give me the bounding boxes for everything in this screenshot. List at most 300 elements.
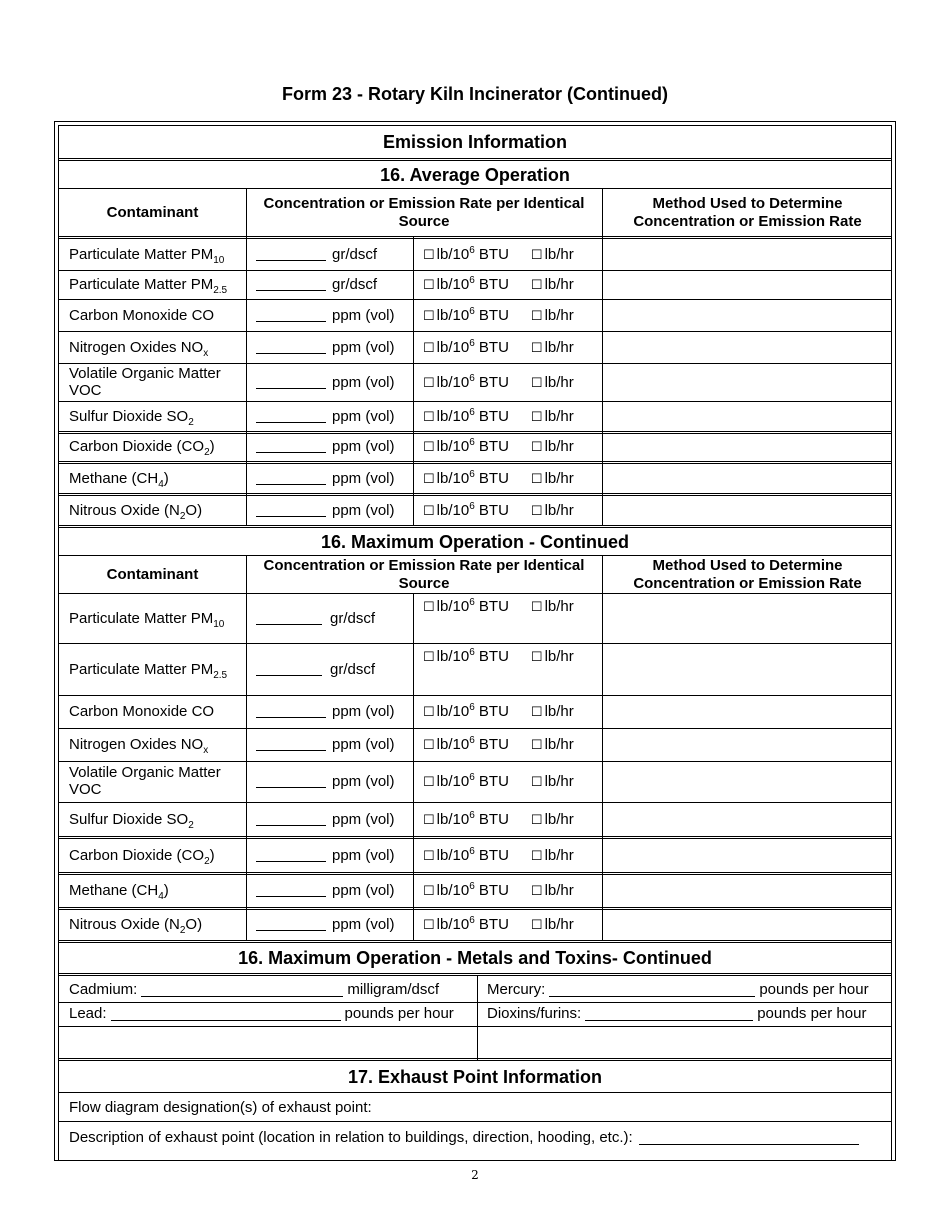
unit-exponent: 6 [469, 845, 475, 857]
avg-method-field[interactable] [606, 495, 889, 525]
checkbox-icon[interactable]: ☐ [423, 773, 435, 789]
table-rule [59, 1026, 891, 1027]
avg-concentration-field[interactable] [256, 271, 409, 298]
lead-field-unit: pounds per hour [344, 1005, 454, 1022]
concentration-unit: ppm (vol) [332, 469, 395, 487]
checkbox-icon[interactable]: ☐ [530, 649, 543, 664]
max-unit-options [423, 644, 598, 694]
checkbox-icon[interactable]: ☐ [423, 703, 435, 719]
unit-exponent: 6 [469, 880, 475, 892]
lb-per-hr-checkbox[interactable] [531, 916, 574, 933]
avg-method-field[interactable] [606, 432, 889, 460]
checkbox-icon[interactable]: ☐ [530, 438, 543, 454]
table-rule [59, 1002, 891, 1003]
unit-exponent: 6 [469, 500, 475, 512]
lb-per-hr-checkbox[interactable] [531, 648, 574, 665]
avg-concentration-field[interactable] [256, 464, 409, 492]
avg-concentration-field[interactable] [256, 432, 409, 460]
unit-text: BTU [474, 338, 509, 356]
contaminant-subscript: 2 [204, 446, 210, 458]
checkbox-icon[interactable]: ☐ [423, 408, 435, 424]
contaminant-subscript: 10 [213, 254, 225, 266]
contaminant-label [69, 810, 194, 831]
contaminant-text: Nitrous Oxide (N [69, 501, 180, 519]
max-concentration-field[interactable] [256, 728, 409, 760]
concentration-blank[interactable] [256, 278, 326, 291]
unit-text: lb/10 [436, 469, 470, 487]
max-method-field[interactable] [606, 803, 889, 835]
contaminant-text: Volatile Organic Matter VOC [69, 365, 221, 399]
page-number: 2 [471, 1168, 479, 1182]
unit-exponent: 6 [469, 701, 475, 713]
unit-exponent: 6 [469, 337, 475, 349]
dioxins-field-input[interactable] [585, 1006, 753, 1021]
contaminant-subscript: 4 [158, 890, 164, 902]
avg-concentration-header: Concentration or Emission Rate per Identical Source [263, 194, 585, 230]
concentration-blank[interactable] [256, 918, 326, 931]
contaminant-text: Carbon Dioxide (CO [69, 846, 205, 864]
contaminant-label [69, 764, 244, 798]
max-method-field[interactable] [606, 594, 889, 642]
lb-per-mmbtu-checkbox[interactable] [423, 438, 509, 455]
unit-exponent: 6 [469, 305, 475, 317]
lb-per-hr-checkbox[interactable] [531, 246, 574, 263]
checkbox-icon[interactable]: ☐ [423, 502, 435, 518]
unit-text: lb/10 [436, 306, 470, 324]
lead-field-label: Lead: [69, 1005, 107, 1022]
avg-method-field[interactable] [606, 239, 889, 269]
contaminant-text: Nitrous Oxide (N [69, 915, 180, 933]
unit-exponent: 6 [469, 809, 475, 821]
checkbox-icon[interactable]: ☐ [423, 916, 435, 932]
checkbox-icon[interactable]: ☐ [530, 736, 543, 752]
concentration-blank[interactable] [256, 410, 326, 423]
max-unit-options [423, 909, 598, 939]
contaminant-text: Methane (CH [69, 469, 159, 487]
checkbox-icon[interactable]: ☐ [423, 277, 435, 292]
concentration-unit: gr/dscf [332, 245, 378, 263]
contaminant-suffix: O) [185, 915, 203, 933]
contaminant-label [69, 846, 215, 867]
max-contaminant-name [69, 695, 244, 727]
max-concentration-field[interactable] [256, 695, 409, 727]
unit-exponent: 6 [469, 406, 475, 418]
unit-exponent: 6 [469, 597, 475, 608]
concentration-unit: ppm (vol) [332, 702, 395, 720]
lb-per-mmbtu-checkbox[interactable] [423, 916, 509, 933]
unit-text: lb/hr [544, 276, 574, 293]
unit-text: BTU [474, 407, 509, 425]
flow-diagram-field[interactable] [69, 1093, 881, 1121]
column-rule [413, 236, 414, 526]
lb-per-mmbtu-checkbox[interactable] [423, 408, 509, 425]
contaminant-text: Carbon Dioxide (CO [69, 437, 205, 455]
checkbox-icon[interactable]: ☐ [423, 811, 435, 827]
form-table [54, 121, 896, 1161]
avg-contaminant-name [69, 432, 244, 460]
max-method-header: Method Used to Determine Concentration or Emission Rate [633, 556, 862, 592]
contaminant-text: Methane (CH [69, 881, 159, 899]
unit-text: lb/10 [436, 810, 470, 828]
avg-concentration-field[interactable] [256, 402, 409, 430]
lb-per-hr-checkbox[interactable] [531, 438, 574, 455]
contaminant-subscript: 10 [213, 618, 225, 630]
avg-method-field[interactable] [606, 464, 889, 492]
lb-per-mmbtu-checkbox[interactable] [423, 648, 509, 665]
contaminant-label [69, 915, 203, 936]
unit-text: lb/hr [544, 501, 574, 519]
unit-text: BTU [474, 276, 509, 293]
avg-concentration-field[interactable] [256, 300, 409, 330]
concentration-blank[interactable] [256, 775, 326, 788]
contaminant-text: Particulate Matter PM [69, 609, 214, 627]
unit-text: BTU [474, 437, 509, 455]
unit-text: BTU [474, 501, 509, 519]
avg-unit-options [423, 464, 598, 492]
checkbox-icon[interactable]: ☐ [423, 599, 435, 614]
dioxins-field[interactable] [487, 1005, 866, 1022]
lb-per-hr-checkbox[interactable] [531, 307, 574, 324]
lb-per-mmbtu-checkbox[interactable] [423, 276, 509, 293]
lb-per-hr-checkbox[interactable] [531, 811, 574, 828]
unit-text: lb/10 [436, 407, 470, 425]
concentration-blank[interactable] [256, 248, 326, 261]
concentration-blank[interactable] [256, 376, 326, 389]
contaminant-label [69, 501, 203, 522]
avg-unit-options [423, 271, 598, 298]
lb-per-mmbtu-checkbox[interactable] [423, 703, 509, 720]
form-table-inner [58, 125, 892, 1160]
unit-text: lb/10 [436, 245, 470, 263]
checkbox-icon[interactable]: ☐ [530, 811, 543, 827]
contaminant-text: Carbon Monoxide CO [69, 306, 215, 324]
avg-unit-options [423, 432, 598, 460]
contaminant-label [69, 703, 214, 720]
concentration-blank[interactable] [256, 504, 326, 517]
contaminant-text: Nitrogen Oxides NO [69, 338, 204, 356]
exhaust-point-heading: 17. Exhaust Point Information [347, 1066, 603, 1087]
concentration-unit: ppm (vol) [332, 915, 395, 933]
max-method-field[interactable] [606, 695, 889, 727]
unit-text: BTU [474, 598, 509, 615]
avg-method-field[interactable] [606, 402, 889, 430]
max-contaminant-name [69, 594, 244, 642]
max-concentration-field[interactable] [256, 761, 409, 801]
checkbox-icon[interactable]: ☐ [530, 882, 543, 898]
avg-method-field[interactable] [606, 300, 889, 330]
checkbox-icon[interactable]: ☐ [530, 307, 543, 323]
unit-text: lb/hr [544, 648, 574, 665]
avg-unit-options [423, 402, 598, 430]
lb-per-hr-checkbox[interactable] [531, 276, 574, 293]
checkbox-icon[interactable]: ☐ [423, 438, 435, 454]
concentration-unit: ppm (vol) [332, 772, 395, 790]
max-unit-options [423, 874, 598, 906]
checkbox-icon[interactable]: ☐ [423, 736, 435, 752]
contaminant-label [69, 307, 214, 324]
contaminant-text: Volatile Organic Matter VOC [69, 764, 221, 798]
lead-field[interactable] [69, 1005, 454, 1022]
contaminant-label [69, 407, 194, 428]
unit-text: BTU [474, 735, 509, 753]
unit-text: lb/10 [436, 846, 470, 864]
unit-text: lb/10 [436, 772, 470, 790]
max-method-field[interactable] [606, 909, 889, 939]
checkbox-icon[interactable]: ☐ [423, 470, 435, 486]
max-concentration-field[interactable] [256, 909, 409, 939]
concentration-blank[interactable] [256, 849, 326, 862]
avg-unit-options [423, 495, 598, 525]
max-method-field[interactable] [606, 644, 889, 694]
unit-text: lb/10 [436, 881, 470, 899]
concentration-blank[interactable] [256, 309, 326, 322]
contaminant-subscript: 4 [158, 478, 164, 490]
checkbox-icon[interactable]: ☐ [530, 470, 543, 486]
concentration-blank[interactable] [256, 884, 326, 897]
avg-contaminant-name [69, 364, 244, 400]
unit-exponent: 6 [469, 771, 475, 783]
checkbox-icon[interactable]: ☐ [530, 339, 543, 355]
column-rule [413, 593, 414, 940]
lb-per-mmbtu-checkbox[interactable] [423, 470, 509, 487]
max-method-field[interactable] [606, 874, 889, 906]
concentration-blank[interactable] [256, 705, 326, 718]
lb-per-hr-checkbox[interactable] [531, 408, 574, 425]
unit-text: lb/10 [436, 915, 470, 933]
unit-text: lb/10 [436, 501, 470, 519]
avg-contaminant-name [69, 239, 244, 269]
avg-concentration-field[interactable] [256, 332, 409, 362]
unit-text: BTU [474, 810, 509, 828]
unit-exponent: 6 [469, 734, 475, 746]
concentration-blank[interactable] [256, 612, 322, 625]
max-concentration-header: Concentration or Emission Rate per Identical Source [263, 556, 585, 592]
avg-contaminant-header: Contaminant [106, 203, 199, 221]
concentration-unit: ppm (vol) [332, 846, 395, 864]
checkbox-icon[interactable]: ☐ [530, 408, 543, 424]
avg-contaminant-name [69, 495, 244, 525]
unit-text: lb/hr [544, 373, 574, 391]
lb-per-hr-checkbox[interactable] [531, 882, 574, 899]
contaminant-label [69, 245, 225, 266]
lb-per-mmbtu-checkbox[interactable] [423, 374, 509, 391]
column-rule [602, 188, 603, 526]
contaminant-text: Particulate Matter PM [69, 276, 214, 293]
lb-per-mmbtu-checkbox[interactable] [423, 882, 509, 899]
max-concentration-field[interactable] [256, 874, 409, 906]
unit-exponent: 6 [469, 436, 475, 448]
max-contaminant-name [69, 839, 244, 871]
contaminant-text: Sulfur Dioxide SO [69, 810, 189, 828]
concentration-blank[interactable] [256, 440, 326, 453]
exhaust-description-field[interactable] [69, 1129, 859, 1146]
max-contaminant-name [69, 761, 244, 801]
checkbox-icon[interactable]: ☐ [423, 649, 435, 664]
concentration-unit: ppm (vol) [332, 407, 395, 425]
lb-per-mmbtu-checkbox[interactable] [423, 502, 509, 519]
column-rule [602, 555, 603, 940]
lb-per-hr-checkbox[interactable] [531, 598, 574, 615]
lb-per-hr-checkbox[interactable] [531, 736, 574, 753]
avg-unit-options [423, 239, 598, 269]
unit-text: lb/hr [544, 735, 574, 753]
checkbox-icon[interactable]: ☐ [530, 277, 543, 292]
max-method-field[interactable] [606, 839, 889, 871]
concentration-blank[interactable] [256, 472, 326, 485]
flow-diagram-label: Flow diagram designation(s) of exhaust point: [69, 1098, 372, 1116]
checkbox-icon[interactable]: ☐ [423, 374, 435, 390]
contaminant-subscript: 2.5 [213, 285, 228, 296]
concentration-unit: ppm (vol) [332, 501, 395, 519]
unit-text: BTU [474, 373, 509, 391]
max-unit-options [423, 839, 598, 871]
lb-per-hr-checkbox[interactable] [531, 703, 574, 720]
unit-text: lb/hr [544, 338, 574, 356]
contaminant-suffix: ) [163, 469, 169, 487]
contaminant-subscript: 2 [179, 510, 186, 522]
concentration-blank[interactable] [256, 813, 326, 826]
form-title: Form 23 - Rotary Kiln Incinerator (Continued) [281, 84, 669, 104]
checkbox-icon[interactable]: ☐ [530, 246, 543, 262]
avg-method-field[interactable] [606, 332, 889, 362]
avg-method-field[interactable] [606, 271, 889, 298]
contaminant-label [69, 437, 215, 458]
checkbox-icon[interactable]: ☐ [530, 502, 543, 518]
contaminant-subscript: x [203, 744, 209, 756]
lb-per-mmbtu-checkbox[interactable] [423, 736, 509, 753]
checkbox-icon[interactable]: ☐ [530, 703, 543, 719]
unit-text: lb/hr [544, 407, 574, 425]
max-unit-options [423, 594, 598, 642]
contaminant-text: Sulfur Dioxide SO [69, 407, 189, 425]
checkbox-icon[interactable]: ☐ [423, 847, 435, 863]
unit-text: lb/hr [544, 437, 574, 455]
lb-per-mmbtu-checkbox[interactable] [423, 847, 509, 864]
checkbox-icon[interactable]: ☐ [530, 374, 543, 390]
concentration-blank[interactable] [256, 738, 326, 751]
unit-text: lb/hr [544, 598, 574, 615]
contaminant-label [69, 660, 228, 681]
dioxins-field-unit: pounds per hour [757, 1005, 867, 1022]
contaminant-suffix: O) [185, 501, 203, 519]
contaminant-subscript: 2.5 [213, 669, 228, 681]
max-concentration-field[interactable] [256, 803, 409, 835]
contaminant-subscript: 2 [188, 416, 194, 428]
lb-per-mmbtu-checkbox[interactable] [423, 811, 509, 828]
avg-unit-options [423, 300, 598, 330]
max-contaminant-name [69, 909, 244, 939]
max-unit-options [423, 761, 598, 801]
max-concentration-field[interactable] [256, 644, 409, 694]
max-concentration-field[interactable] [256, 594, 409, 642]
unit-text: lb/hr [544, 881, 574, 899]
unit-text: lb/10 [436, 437, 470, 455]
checkbox-icon[interactable]: ☐ [530, 599, 543, 614]
checkbox-icon[interactable]: ☐ [530, 773, 543, 789]
unit-exponent: 6 [469, 372, 475, 384]
lb-per-hr-checkbox[interactable] [531, 339, 574, 356]
column-rule [246, 555, 247, 940]
unit-exponent: 6 [469, 647, 475, 658]
lb-per-hr-checkbox[interactable] [531, 773, 574, 790]
avg-concentration-field[interactable] [256, 495, 409, 525]
unit-text: BTU [474, 915, 509, 933]
checkbox-icon[interactable]: ☐ [530, 916, 543, 932]
max-method-field[interactable] [606, 728, 889, 760]
lb-per-hr-checkbox[interactable] [531, 847, 574, 864]
maximum-operation-heading: 16. Maximum Operation - Continued [320, 531, 630, 552]
max-concentration-field[interactable] [256, 839, 409, 871]
exhaust-description-label: Description of exhaust point (location in relation to buildings, direction, hooding, etc.): [69, 1129, 633, 1146]
lb-per-hr-checkbox[interactable] [531, 502, 574, 519]
concentration-unit: ppm (vol) [332, 306, 395, 324]
lead-field-input[interactable] [111, 1006, 341, 1021]
avg-method-field[interactable] [606, 364, 889, 400]
unit-text: lb/hr [544, 772, 574, 790]
unit-text: lb/10 [436, 735, 470, 753]
contaminant-suffix: ) [209, 846, 215, 864]
lb-per-mmbtu-checkbox[interactable] [423, 598, 509, 615]
contaminant-label [69, 338, 209, 359]
lb-per-mmbtu-checkbox[interactable] [423, 339, 509, 356]
avg-contaminant-name [69, 271, 244, 298]
exhaust-description-input[interactable] [639, 1130, 859, 1145]
lb-per-mmbtu-checkbox[interactable] [423, 246, 509, 263]
lb-per-hr-checkbox[interactable] [531, 470, 574, 487]
mercury-field[interactable] [487, 981, 869, 998]
avg-concentration-field[interactable] [256, 364, 409, 400]
checkbox-icon[interactable]: ☐ [423, 307, 435, 323]
concentration-blank[interactable] [256, 341, 326, 354]
concentration-blank[interactable] [256, 663, 322, 676]
unit-text: lb/10 [436, 598, 470, 615]
unit-text: lb/10 [436, 648, 470, 665]
checkbox-icon[interactable]: ☐ [423, 882, 435, 898]
avg-unit-options [423, 332, 598, 362]
unit-text: BTU [474, 846, 509, 864]
max-method-field[interactable] [606, 761, 889, 801]
concentration-unit: gr/dscf [330, 660, 376, 678]
table-rule [59, 973, 891, 976]
unit-text: BTU [474, 772, 509, 790]
cadmium-field[interactable] [69, 981, 439, 998]
avg-contaminant-name [69, 464, 244, 492]
contaminant-label [69, 365, 244, 399]
mercury-field-input[interactable] [549, 982, 755, 997]
avg-method-header: Method Used to Determine Concentration or Emission Rate [633, 194, 862, 230]
checkbox-icon[interactable]: ☐ [530, 847, 543, 863]
average-operation-heading: 16. Average Operation [380, 164, 570, 185]
unit-exponent: 6 [469, 468, 475, 480]
unit-text: lb/hr [544, 810, 574, 828]
contaminant-label [69, 735, 209, 756]
max-contaminant-name [69, 874, 244, 906]
unit-text: BTU [474, 306, 509, 324]
checkbox-icon[interactable]: ☐ [423, 246, 435, 262]
column-rule [246, 188, 247, 526]
max-contaminant-name [69, 728, 244, 760]
lb-per-mmbtu-checkbox[interactable] [423, 307, 509, 324]
checkbox-icon[interactable]: ☐ [423, 339, 435, 355]
concentration-unit: ppm (vol) [332, 735, 395, 753]
cadmium-field-input[interactable] [141, 982, 343, 997]
lb-per-hr-checkbox[interactable] [531, 374, 574, 391]
unit-text: lb/10 [436, 338, 470, 356]
contaminant-subscript: 2 [188, 819, 194, 831]
contaminant-text: Nitrogen Oxides NO [69, 735, 204, 753]
avg-concentration-field[interactable] [256, 239, 409, 269]
lb-per-mmbtu-checkbox[interactable] [423, 773, 509, 790]
